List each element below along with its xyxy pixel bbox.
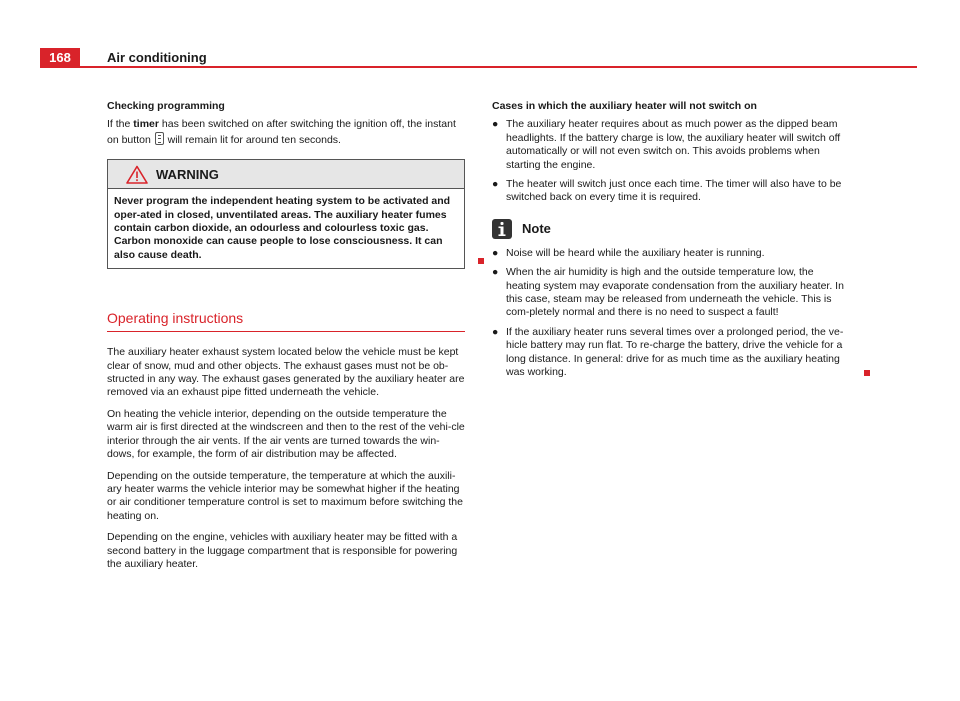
- bullet-icon: ●: [492, 246, 499, 259]
- warning-header: [108, 160, 464, 189]
- checking-programming-heading: Checking programming: [107, 100, 225, 112]
- bullet-icon: ●: [492, 266, 499, 279]
- list-item: ● When the air humidity is high and the outside temperature low, the heating system may evaporate condensation from the auxiliary heater. In this case, steam may be released from underneath the vehicle. This is com-pletely normal and there is no need to suspect a fault!: [492, 266, 844, 319]
- operating-instructions-heading: Operating instructions: [107, 309, 465, 332]
- note-info-icon: [492, 219, 512, 239]
- list-item: ● If the auxiliary heater runs several times over a prolonged period, the ve-hicle battery may run flat. To re-charge the battery, drive the vehicle for a long distance. In general: drive for as much time as the auxiliary heating was working.: [492, 326, 850, 380]
- bullet-icon: ●: [492, 178, 499, 191]
- warning-title: WARNING: [156, 166, 219, 182]
- section-title: Air conditioning: [107, 50, 207, 65]
- list-item: ● Noise will be heard while the auxiliary heater is running.: [492, 246, 765, 259]
- note-header: [492, 219, 850, 239]
- header-rule: [40, 66, 917, 68]
- bullet-icon: ●: [492, 325, 499, 338]
- timer-button-icon: [155, 132, 164, 145]
- end-of-section-marker: [478, 258, 484, 264]
- end-of-section-marker: [864, 370, 870, 376]
- left-column: [107, 100, 465, 579]
- right-column: [492, 100, 850, 386]
- checking-programming-text: If the timer has been switched on after switching the ignition off, the instant on button will remain lit for around ten seconds.: [107, 118, 456, 146]
- paragraph: Depending on the engine, vehicles with auxiliary heater may be fitted with a second battery in the luggage compartment that is responsible for powering the auxiliary heater.: [107, 531, 458, 570]
- paragraph: Depending on the outside temperature, the temperature at which the auxili-ary heater warms the vehicle interior may be somewhat higher if the heating or air conditioner temperature control is set to maximum before switching the heating on.: [107, 469, 463, 522]
- page-number: 168: [40, 48, 80, 68]
- bullet-icon: ●: [492, 118, 499, 131]
- paragraph: On heating the vehicle interior, depending on the outside temperature the warm air is first directed at the windscreen and then to the rest of the vehi-cle interior through the air vents. If the air vents are turned towards the win-dows, for example, the form of air distribution may be affected.: [107, 407, 465, 461]
- paragraph: The auxiliary heater exhaust system located below the vehicle must be kept clear of snow, mud and other objects. The exhaust gases must not be ob-structed in any way. The exhaust gases generated by the auxiliary heater are removed via an exhaust pipe fitted underneath the vehicle.: [107, 346, 465, 399]
- list-item: ● The heater will switch just once each time. The timer will also have to be switched back on every time it is required.: [492, 178, 842, 204]
- note-title: Note: [522, 221, 551, 237]
- list-item: ● The auxiliary heater requires about as much power as the dipped beam headlights. If the battery charge is low, the auxiliary heater will switch off automatically or will not even switch on. This avoids problems when starting the engine.: [492, 118, 841, 171]
- cases-heading: Cases in which the auxiliary heater will not switch on: [492, 100, 757, 112]
- warning-text: Never program the independent heating system to be activated and oper-ated in closed, unventilated areas. The auxiliary heater fumes contain carbon dioxide, an odourless and colourless toxic gas. Carbon monoxide can cause people to lose consciousness. It can also cause death.: [114, 195, 451, 261]
- warning-triangle-icon: [126, 165, 148, 184]
- timer-term: timer: [133, 118, 159, 131]
- warning-box: [107, 159, 465, 269]
